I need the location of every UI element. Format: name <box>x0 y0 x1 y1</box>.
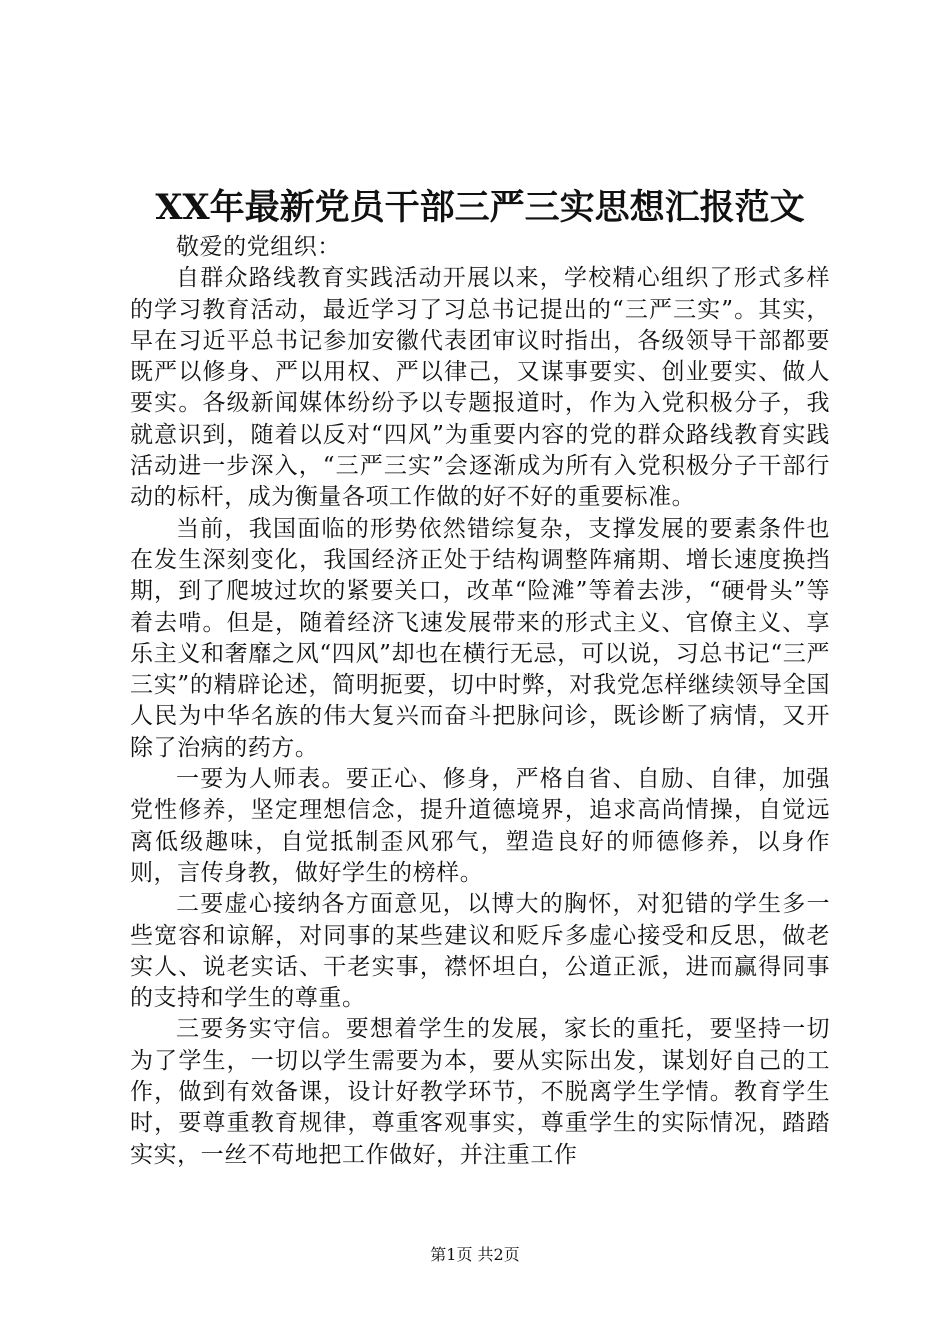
paragraph-5: 三要务实守信。要想着学生的发展，家长的重托，要坚持一切为了学生，一切以学生需要为本，要从实际出发，谋划好自己的工作，做到有效备课，设计好教学环节，不脱离学生学情。教育学生时，要尊重教育规律，尊重客观事实，尊重学生的实际情况，踏踏实实，一丝不苟地把工作做好，并注重工作 <box>130 1016 830 1168</box>
paragraph-1: 自群众路线教育实践活动开展以来，学校精心组织了形式多样的学习教育活动，最近学习了习总书记提出的“三严三实”。其实，早在习近平总书记参加安徽代表团审议时指出，各级领导干部都要既严以修身、严以用权、严以律己，又谋事要实、创业要实、做人要实。各级新闻媒体纷纷予以专题报道时，作为入党积极分子，我就意识到，随着以反对“四风”为重要内容的党的群众路线教育实践活动进一步深入，“三严三实”会逐渐成为所有入党积极分子干部行动的标杆，成为衡量各项工作做的好不好的重要标准。 <box>130 265 830 511</box>
paragraph-3: 一要为人师表。要正心、修身，严格自省、自励、自律，加强党性修养，坚定理想信念，提升道德境界，追求高尚情操，自觉远离低级趣味，自觉抵制歪风邪气，塑造良好的师德修养，以身作则，言传身教，做好学生的榜样。 <box>130 766 830 886</box>
paragraph-4: 二要虚心接纳各方面意见，以博大的胸怀，对犯错的学生多一些宽容和谅解，对同事的某些建议和贬斥多虚心接受和反思，做老实人、说老实话、干老实事，襟怀坦白，公道正派，进而赢得同事的支持和学生的尊重。 <box>130 891 830 1012</box>
document-title: XX年最新党员干部三严三实思想汇报范文 <box>155 187 805 228</box>
page-number-footer: 第1页 共2页 <box>430 1245 520 1264</box>
paragraph-2: 当前，我国面临的形势依然错综复杂，支撑发展的要素条件也在发生深刻变化，我国经济正处于结构调整阵痛期、增长速度换挡期，到了爬坡过坎的紧要关口，改革“险滩”等着去涉，“硬骨头”等着去啃。但是，随着经济飞速发展带来的形式主义、官僚主义、享乐主义和奢靡之风“四风”却也在横行无忌，可以说，习总书记“三严三实”的精辟论述，简明扼要，切中时弊，对我党怎样继续领导全国人民为中华名族的伟大复兴而奋斗把脉问诊，既诊断了病情，又开除了治病的药方。 <box>130 515 830 761</box>
document-body <box>130 232 830 1171</box>
salutation: 敬爱的党组织： <box>176 234 341 260</box>
